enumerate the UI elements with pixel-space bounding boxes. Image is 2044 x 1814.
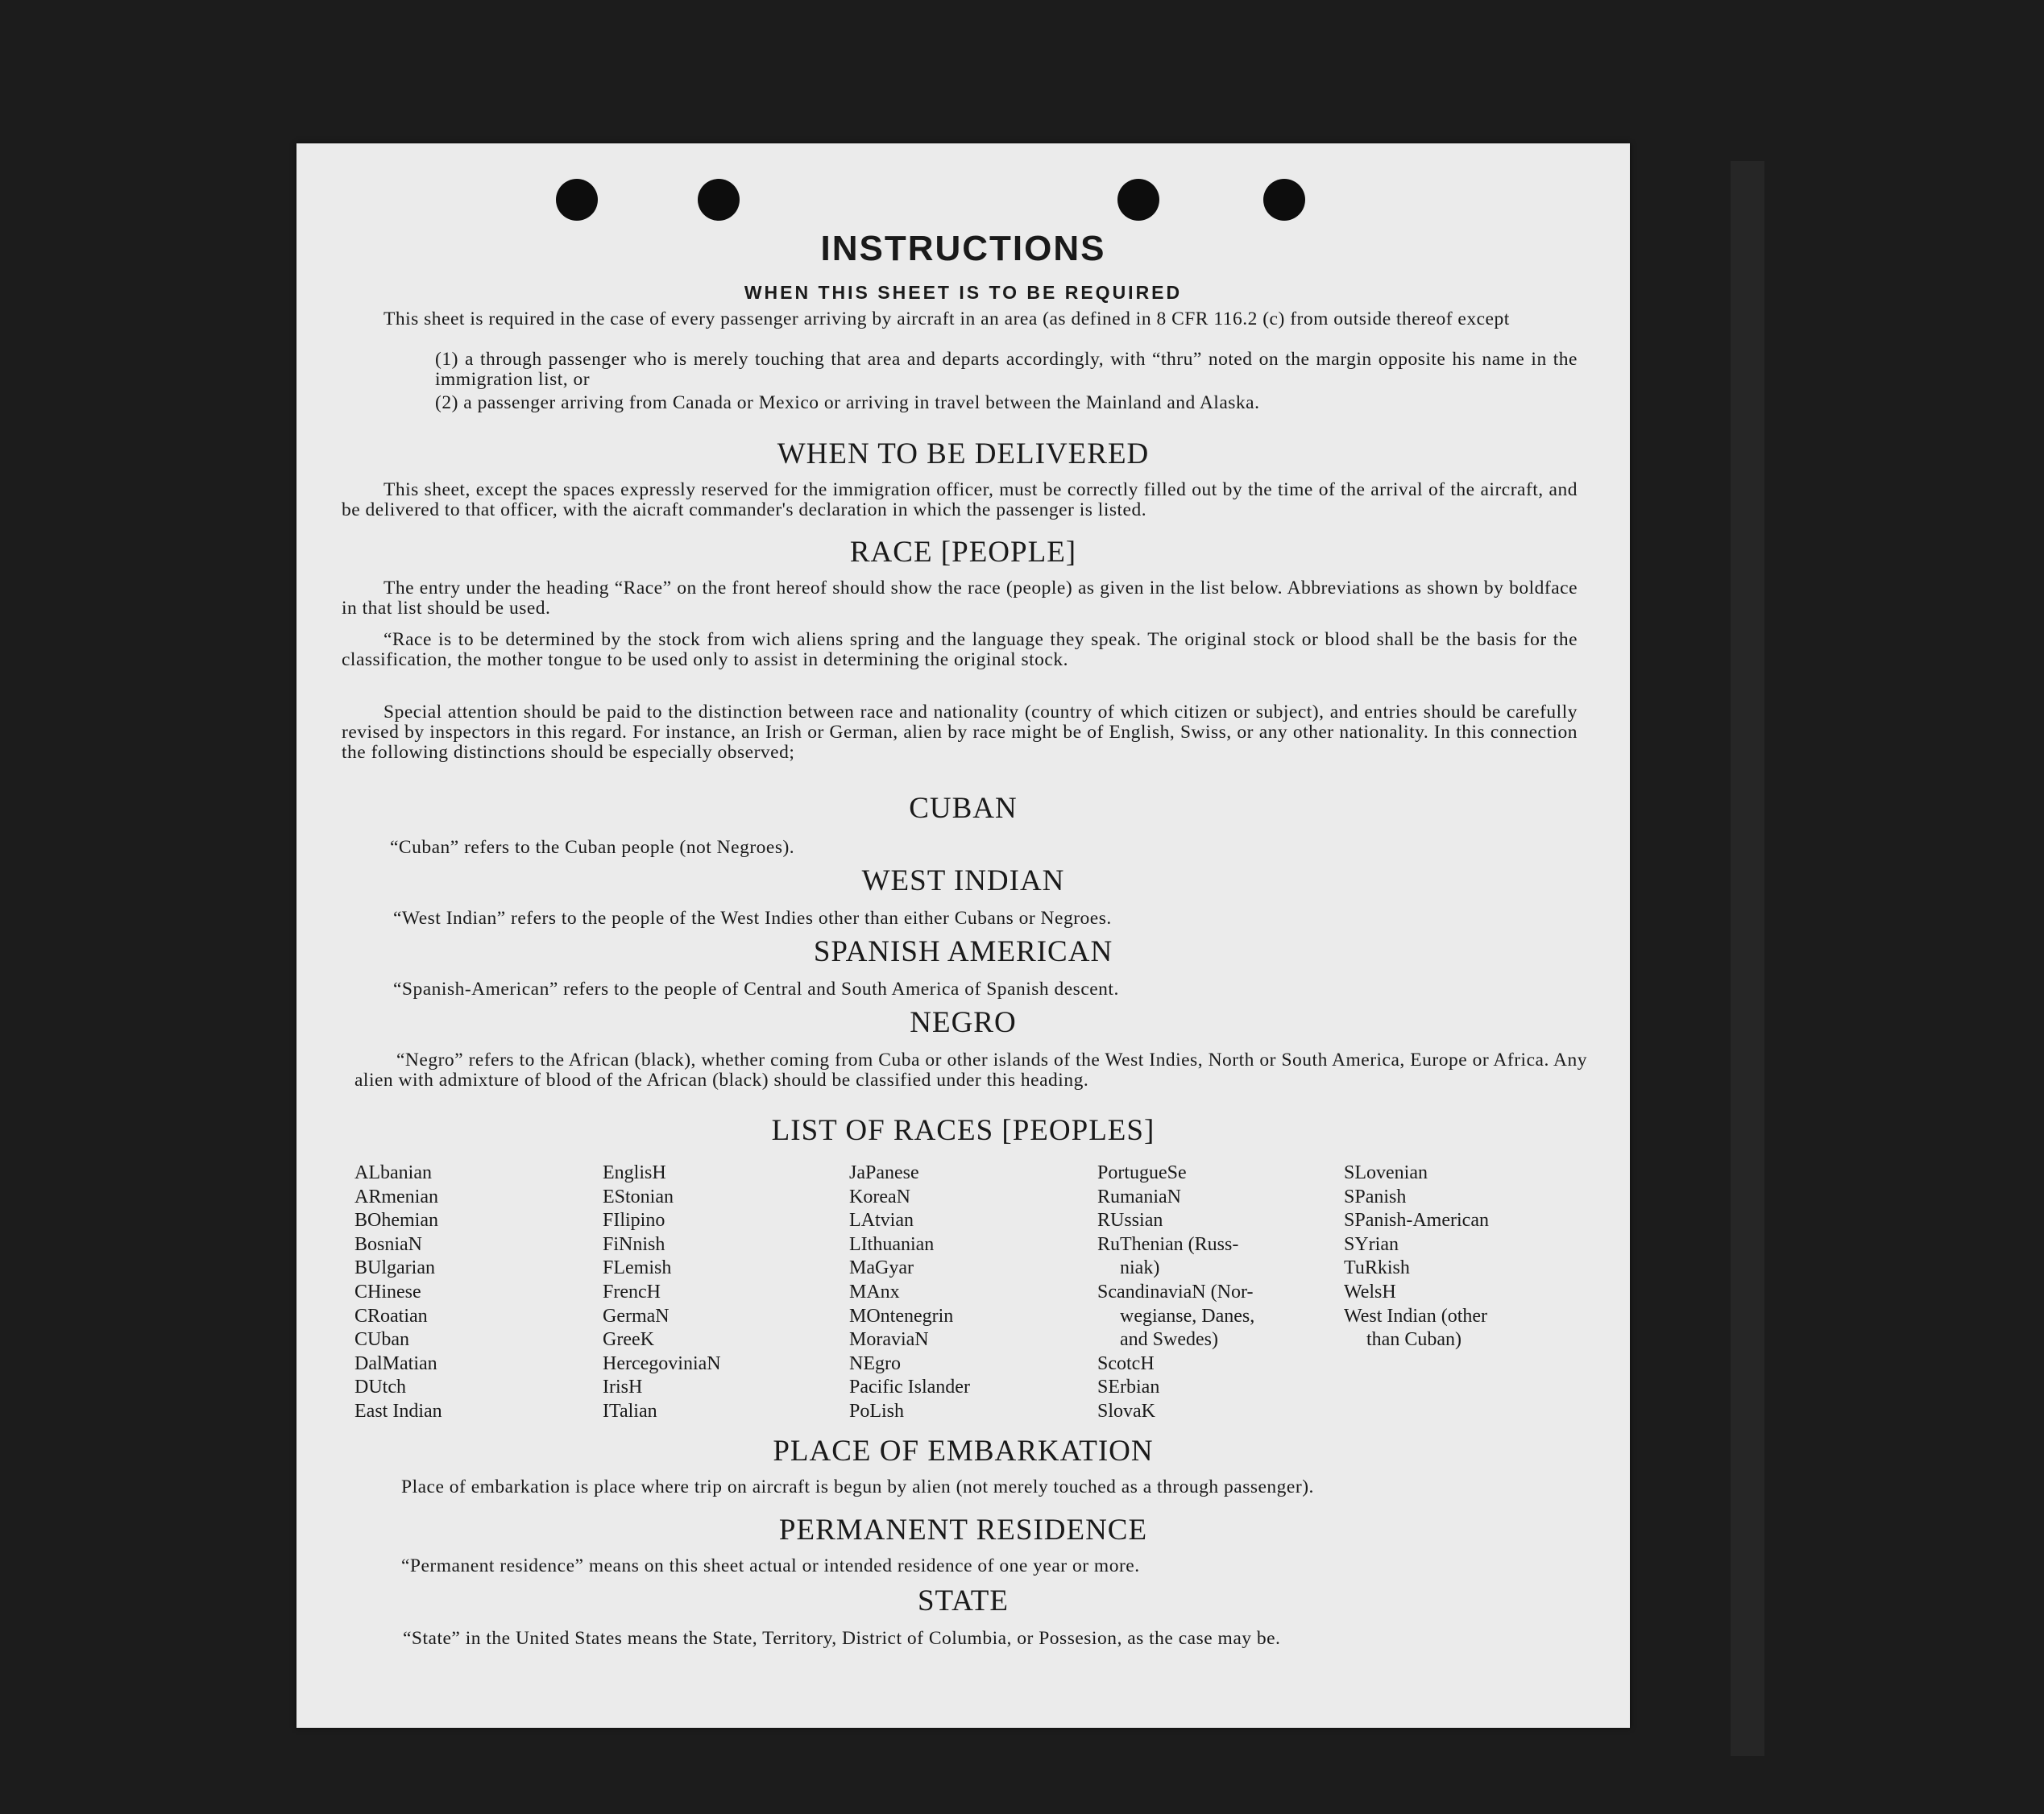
- race-item: MoraviaN: [849, 1329, 929, 1351]
- heading-west-indian: WEST INDIAN: [861, 864, 1065, 897]
- race-list-column-1: [354, 1162, 442, 1424]
- spanish-american-definition: “Spanish-American” refers to the people of Central and South America of Spanish descent.: [393, 979, 1119, 1000]
- race-item: DalMatian: [354, 1352, 437, 1374]
- race-list-column-2: [603, 1162, 721, 1424]
- race-item: SErbian: [1097, 1377, 1160, 1398]
- heading-race-people: RACE [PEOPLE]: [849, 536, 1077, 569]
- race-item: LIthuanian: [849, 1233, 935, 1255]
- residence-definition: “Permanent residence” means on this sheet actual or intended residence of one year or more.: [401, 1555, 1140, 1576]
- race-item: KoreaN: [849, 1186, 910, 1207]
- race-item-continuation: wegianse, Danes,: [1120, 1305, 1255, 1327]
- heading-list-of-races: LIST OF RACES [PEOPLES]: [771, 1114, 1155, 1147]
- race-item: MAnx: [849, 1281, 900, 1303]
- race-list-column-5: [1344, 1162, 1489, 1352]
- race-item: SlovaK: [1097, 1400, 1155, 1422]
- race-item: RUssian: [1097, 1210, 1163, 1232]
- race-item: SYrian: [1344, 1233, 1399, 1255]
- race-item: PortugueSe: [1097, 1162, 1187, 1183]
- intro-paragraph: This sheet is required in the case of every passenger arriving by aircraft in an area (as defined in 8 CFR 116.2 (c) from outside thereof except: [384, 309, 1510, 329]
- heading-permanent-residence: PERMANENT RESIDENCE: [778, 1514, 1148, 1547]
- race-item: BOhemian: [354, 1210, 438, 1232]
- race-item: ARmenian: [354, 1186, 438, 1207]
- negro-paragraph: “Negro” refers to the African (black), whether coming from Cuba or other islands of the West Indies, North or South America, Europe or Africa. Any alien with admixture of blood of the African (black) should be classified under this heading.: [354, 1050, 1587, 1091]
- race-item: West Indian (other: [1344, 1305, 1488, 1327]
- race-item: FLemish: [603, 1257, 672, 1279]
- embarkation-paragraph: Place of embarkation is place where trip on aircraft is begun by alien (not merely touched as a through passenger).: [401, 1476, 1314, 1497]
- race-item: ALbanian: [354, 1162, 432, 1183]
- race-item: Pacific Islander: [849, 1377, 970, 1398]
- race-item: DUtch: [354, 1377, 406, 1398]
- race-paragraph-1: The entry under the heading “Race” on the front hereof should show the race (people) as given in the list below. Abbreviations as shown by boldface in that list should be used.: [342, 578, 1578, 619]
- race-item: SPanish-American: [1344, 1210, 1489, 1232]
- race-item-continuation: than Cuban): [1366, 1329, 1461, 1351]
- west-indian-definition: “West Indian” refers to the people of the West Indies other than either Cubans or Negroes.: [393, 908, 1112, 929]
- punch-hole-2: [698, 179, 740, 221]
- race-item: RuThenian (Russ-: [1097, 1233, 1239, 1255]
- race-item: HercegoviniaN: [603, 1352, 721, 1374]
- race-paragraph-2: “Race is to be determined by the stock from wich aliens spring and the language they speak. The original stock or blood shall be the basis for the classification, the mother tongue to be used only to assist in determining the original stock.: [342, 629, 1578, 670]
- heading-spanish-american: SPANISH AMERICAN: [813, 935, 1113, 968]
- punch-hole-3: [1117, 179, 1159, 221]
- heading-state: STATE: [917, 1584, 1010, 1617]
- race-item: RumaniaN: [1097, 1186, 1181, 1207]
- page-subtitle: WHEN THIS SHEET IS TO BE REQUIRED: [744, 282, 1183, 303]
- race-item: IrisH: [603, 1377, 643, 1398]
- race-item: TuRkish: [1344, 1257, 1410, 1279]
- race-item: ITalian: [603, 1400, 657, 1422]
- race-item: MOntenegrin: [849, 1305, 954, 1327]
- race-item: PoLish: [849, 1400, 905, 1422]
- heading-place-of-embarkation: PLACE OF EMBARKATION: [773, 1435, 1154, 1468]
- race-item: CHinese: [354, 1281, 421, 1303]
- race-item: East Indian: [354, 1400, 442, 1422]
- instruction-sheet: [296, 143, 1630, 1728]
- exception-2: (2) a passenger arriving from Canada or Mexico or arriving in travel between the Mainland and Alaska.: [435, 392, 1260, 413]
- race-list-column-4: [1097, 1162, 1254, 1424]
- race-item: SPanish: [1344, 1186, 1407, 1207]
- cuban-definition: “Cuban” refers to the Cuban people (not Negroes).: [390, 837, 795, 858]
- state-paragraph: “State” in the United States means the State, Territory, District of Columbia, or Possesion, as the case may be.: [403, 1628, 1281, 1649]
- race-item: NEgro: [849, 1352, 901, 1374]
- heading-cuban: CUBAN: [909, 792, 1018, 825]
- race-item-continuation: and Swedes): [1120, 1329, 1218, 1351]
- race-item: BUlgarian: [354, 1257, 435, 1279]
- punch-hole-4: [1263, 179, 1305, 221]
- film-edge-strip: [1731, 161, 1764, 1756]
- race-item: EStonian: [603, 1186, 674, 1207]
- page-title: INSTRUCTIONS: [820, 229, 1106, 268]
- race-item: GreeK: [603, 1329, 654, 1351]
- race-item: ScotcH: [1097, 1352, 1155, 1374]
- punch-hole-1: [556, 179, 598, 221]
- race-item: JaPanese: [849, 1162, 919, 1183]
- race-item: MaGyar: [849, 1257, 914, 1279]
- race-item: CUban: [354, 1329, 409, 1351]
- race-item: EnglisH: [603, 1162, 666, 1183]
- race-item: GermaN: [603, 1305, 670, 1327]
- race-item: CRoatian: [354, 1305, 428, 1327]
- race-item: SLovenian: [1344, 1162, 1428, 1183]
- race-item: FIlipino: [603, 1210, 665, 1232]
- race-item: FrencH: [603, 1281, 661, 1303]
- heading-when-to-be-delivered: WHEN TO BE DELIVERED: [777, 437, 1150, 470]
- race-item: WelsH: [1344, 1281, 1396, 1303]
- race-list-column-3: [849, 1162, 970, 1424]
- race-item: LAtvian: [849, 1210, 914, 1232]
- heading-negro: NEGRO: [910, 1006, 1017, 1039]
- delivery-paragraph: This sheet, except the spaces expressly reserved for the immigration officer, must be correctly filled out by the time of the arrival of the aircraft, and be delivered to that officer, with the aicraft commander's declaration in which the passenger is listed.: [342, 479, 1578, 520]
- race-item-continuation: niak): [1120, 1257, 1160, 1279]
- race-item: BosniaN: [354, 1233, 422, 1255]
- exception-1: (1) a through passenger who is merely touching that area and departs accordingly, with “thru” noted on the margin opposite his name in the immigration list, or: [435, 349, 1578, 390]
- race-item: ScandinaviaN (Nor-: [1097, 1281, 1254, 1303]
- race-item: FiNnish: [603, 1233, 665, 1255]
- race-paragraph-3: Special attention should be paid to the distinction between race and nationality (country of which citizen or subject), and entries should be carefully revised by inspectors in this regard. For instance, an Irish or German, alien by race might be of English, Swiss, or any other nationality. In this connection the following distinctions should be especially observed;: [342, 702, 1578, 763]
